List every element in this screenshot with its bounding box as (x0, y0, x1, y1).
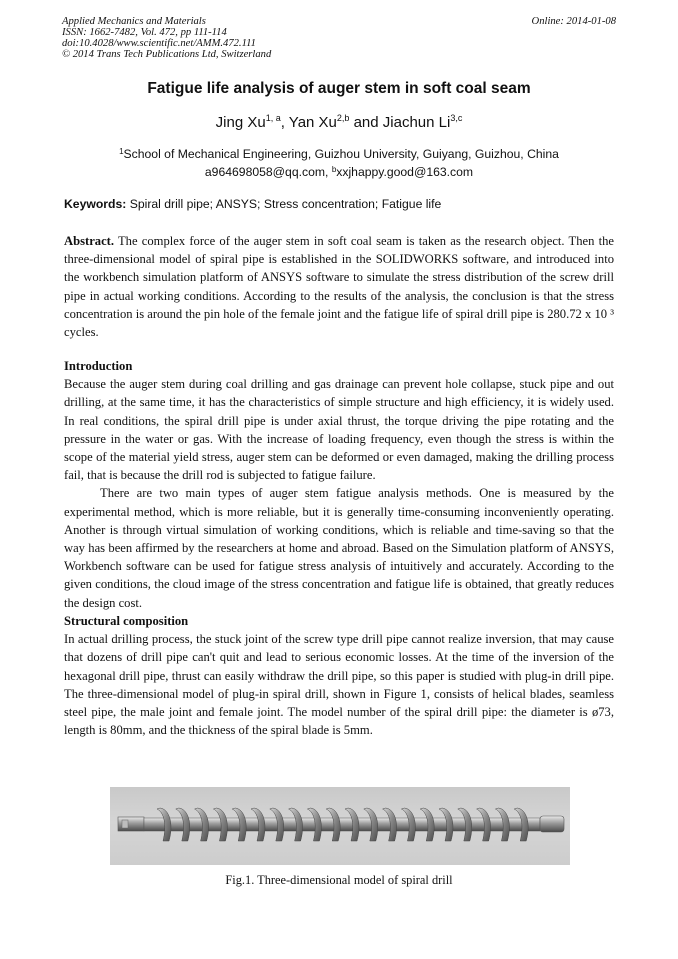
author-separator: and (349, 114, 383, 131)
keywords-line (64, 197, 441, 211)
issn-line: ISSN: 1662-7482, Vol. 472, pp 111-114 (62, 27, 227, 38)
spiral-drill-figure (110, 787, 570, 865)
author-superscript: 2,b (336, 113, 350, 123)
author-separator: , (280, 114, 289, 131)
abstract-section (64, 232, 614, 341)
structural-section (64, 612, 614, 739)
affiliation-block (0, 145, 678, 181)
introduction-paragraph-1: Because the auger stem during coal drilling and gas drainage can prevent hole collapse, stuck pipe and out drilling, at the same time, it has the characteristics of simple structure and high efficiency, it is widely used. In real conditions, the spiral drill pipe is under axial thrust, the torque driving the pipe rotating and the pressure in the water or gas. With the increase of loading frequency, even though the stress is within the scope of the material yield stress, auger stem can be deformed or even damaged, making the drilling process fail, that is because the drill rod is subjected to fatigue failure. (64, 377, 614, 483)
structural-paragraph: In actual drilling process, the stuck joint of the screw type drill pipe cannot realize inversion, that may cause that dozens of drill pipe can't quit and lead to serious economic losses. At the time of the inversion of the hexagonal drill pipe, thrust can easily withdraw the drill pipe, so this paper is studied with plug-in drill pipe. The three-dimensional model of plug-in spiral drill, shown in Figure 1, consists of helical blades, seamless steel pipe, the male joint and female joint. The model number of the spiral drill pipe: the diameter is ø73, length is 80mm, and the thickness of the spiral blade is 5mm. (64, 632, 614, 738)
structural-heading: Structural composition (64, 614, 189, 628)
pin-hole (122, 820, 128, 828)
email-a: a964698058@qq.com, (204, 165, 332, 179)
author-superscript: 3,c (450, 113, 463, 123)
figure-caption: Fig.1. Three-dimensional model of spiral drill (225, 873, 453, 887)
email-b: xxjhappy.good@163.com (336, 165, 474, 179)
journal-name: Applied Mechanics and Materials (62, 16, 206, 27)
author-superscript: 1, a (265, 113, 281, 123)
affiliation-line (0, 145, 678, 163)
keywords-label: Keywords: (64, 197, 127, 211)
abstract-text: The complex force of the auger stem in soft coal seam is taken as the research object. Then the three-dimensional model of spiral pipe is established in the SOLIDWORKS software, and introduced into the workbench simulation platform of ANSYS software to simulate the stress distribution of the screw drill pipe in actual working conditions. According to the results of the analysis, the conclusion is that the stress concentration is around the pin hole of the female joint and the fatigue life of spiral drill pipe is 280.72 x 10 ³ cycles. (64, 234, 614, 340)
introduction-heading: Introduction (64, 359, 133, 373)
affiliation-text: School of Mechanical Engineering, Guizhou University, Guiyang, Guizhou, China (123, 147, 559, 161)
page-header (62, 16, 616, 60)
doi-line: doi:10.4028/www.scientific.net/AMM.472.111 (62, 38, 256, 49)
author-name: Jing Xu (215, 114, 266, 131)
author-line (0, 114, 678, 131)
paper-title: Fatigue life analysis of auger stem in soft coal seam (147, 80, 531, 97)
abstract-paragraph (64, 232, 614, 341)
spiral-drill-illustration (110, 787, 570, 865)
abstract-label: Abstract. (64, 234, 115, 248)
copyright-line: © 2014 Trans Tech Publications Ltd, Switzerland (62, 49, 272, 60)
female-joint (540, 816, 564, 832)
online-date: Online: 2014-01-08 (531, 16, 616, 27)
introduction-paragraph-2: There are two main types of auger stem fatigue analysis methods. One is measured by the experimental method, which is more reliable, but it is generally time-consuming inconveniently operating. Another is through virtual simulation of working conditions, which is reliable and time-saving so that the way has been affirmed by the researchers at home and abroad. Based on the Simulation platform of ANSYS, Workbench software can be used for fatigue stress analysis of intuitively and accurately. According to the given conditions, the cloud image of the stress concentration and fatigue life is obtained, that greatly reduces the design cost. (64, 486, 614, 610)
author-name: Yan Xu (288, 114, 337, 131)
email-superscript: b (331, 165, 337, 174)
affiliation-superscript: 1 (119, 147, 124, 156)
introduction-section (64, 357, 614, 612)
keywords-text: Spiral drill pipe; ANSYS; Stress concentration; Fatigue life (126, 197, 442, 211)
email-line (0, 163, 678, 181)
author-name: Jiachun Li (382, 114, 451, 131)
